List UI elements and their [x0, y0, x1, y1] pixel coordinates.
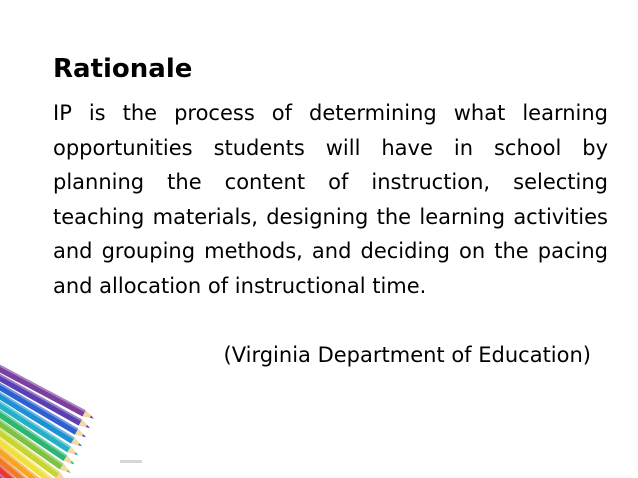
citation-text: (Virginia Department of Education) [223, 343, 591, 367]
slide-heading: Rationale [53, 54, 193, 84]
slide-body-text: IP is the process of determining what learning opportunities students will have in school by planning the content of instruction, selecting teaching materials, designing the learning activities and grouping methods, and deciding on the pacing and allocation of instructional time. [53, 101, 608, 298]
watermark-mark [120, 460, 142, 463]
colored-pencils-image [0, 350, 146, 478]
